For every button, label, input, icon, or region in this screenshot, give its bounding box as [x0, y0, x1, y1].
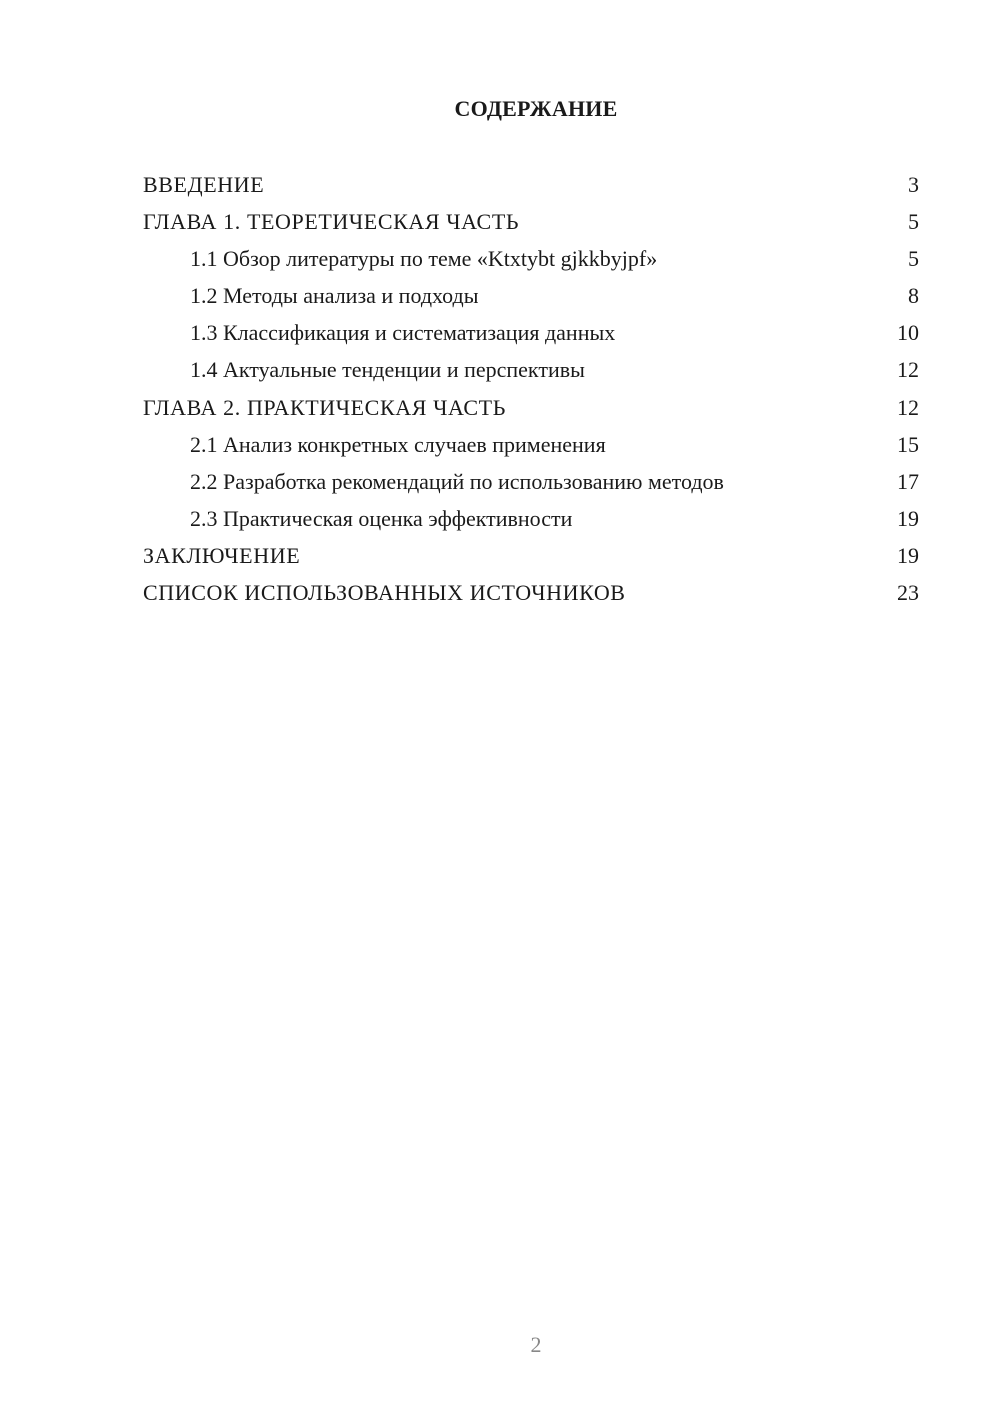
- toc-entry-label: 2.3 Практическая оценка эффективности: [190, 505, 573, 531]
- toc-entry-page: 8: [908, 283, 919, 309]
- toc-entry-chapter-1[interactable]: [143, 203, 919, 240]
- toc-entry-page: 19: [897, 542, 919, 568]
- toc-entry-page: 10: [897, 320, 919, 346]
- table-of-contents: [143, 166, 919, 611]
- toc-entry-section-2-3[interactable]: [143, 500, 919, 537]
- toc-entry-label: 2.1 Анализ конкретных случаев применения: [190, 431, 606, 457]
- toc-entry-conclusion[interactable]: [143, 537, 919, 574]
- toc-entry-page: 17: [897, 468, 919, 494]
- toc-entry-page: 5: [908, 246, 919, 272]
- toc-entry-introduction[interactable]: [143, 166, 919, 203]
- toc-entry-section-2-1[interactable]: [143, 426, 919, 463]
- toc-entry-label: СПИСОК ИСПОЛЬЗОВАННЫХ ИСТОЧНИКОВ: [143, 580, 626, 606]
- toc-entry-page: 12: [897, 394, 919, 420]
- toc-entry-page: 3: [908, 172, 919, 197]
- toc-entry-section-1-3[interactable]: [143, 314, 919, 351]
- toc-entry-page: 5: [908, 209, 919, 235]
- toc-entry-section-2-2[interactable]: [143, 463, 919, 500]
- toc-entry-section-1-4[interactable]: [143, 351, 919, 388]
- toc-entry-label: ВВЕДЕНИЕ: [143, 172, 265, 197]
- page-title: СОДЕРЖАНИЕ: [454, 96, 618, 121]
- toc-entry-label: 1.1 Обзор литературы по теме «Ktxtybt gjkkbyjpf»: [190, 246, 658, 272]
- toc-entry-label: 2.2 Разработка рекомендаций по использованию методов: [190, 468, 724, 494]
- toc-entry-chapter-2[interactable]: [143, 389, 919, 426]
- toc-entry-section-1-2[interactable]: [143, 277, 919, 314]
- toc-entry-page: 12: [897, 357, 919, 383]
- toc-entry-section-1-1[interactable]: [143, 240, 919, 277]
- toc-entry-references[interactable]: [143, 574, 919, 611]
- toc-entry-page: 19: [897, 505, 919, 531]
- toc-entry-page: 23: [897, 580, 919, 606]
- toc-entry-label: 1.3 Классификация и систематизация данных: [190, 320, 616, 346]
- toc-entry-page: 15: [897, 431, 919, 457]
- toc-entry-label: ГЛАВА 2. ПРАКТИЧЕСКАЯ ЧАСТЬ: [143, 394, 506, 420]
- page-number: 2: [530, 1332, 542, 1357]
- toc-entry-label: 1.2 Методы анализа и подходы: [190, 283, 479, 309]
- toc-entry-label: ГЛАВА 1. ТЕОРЕТИЧЕСКАЯ ЧАСТЬ: [143, 209, 520, 235]
- toc-entry-label: ЗАКЛЮЧЕНИЕ: [143, 542, 301, 568]
- toc-entry-label: 1.4 Актуальные тенденции и перспективы: [190, 357, 585, 383]
